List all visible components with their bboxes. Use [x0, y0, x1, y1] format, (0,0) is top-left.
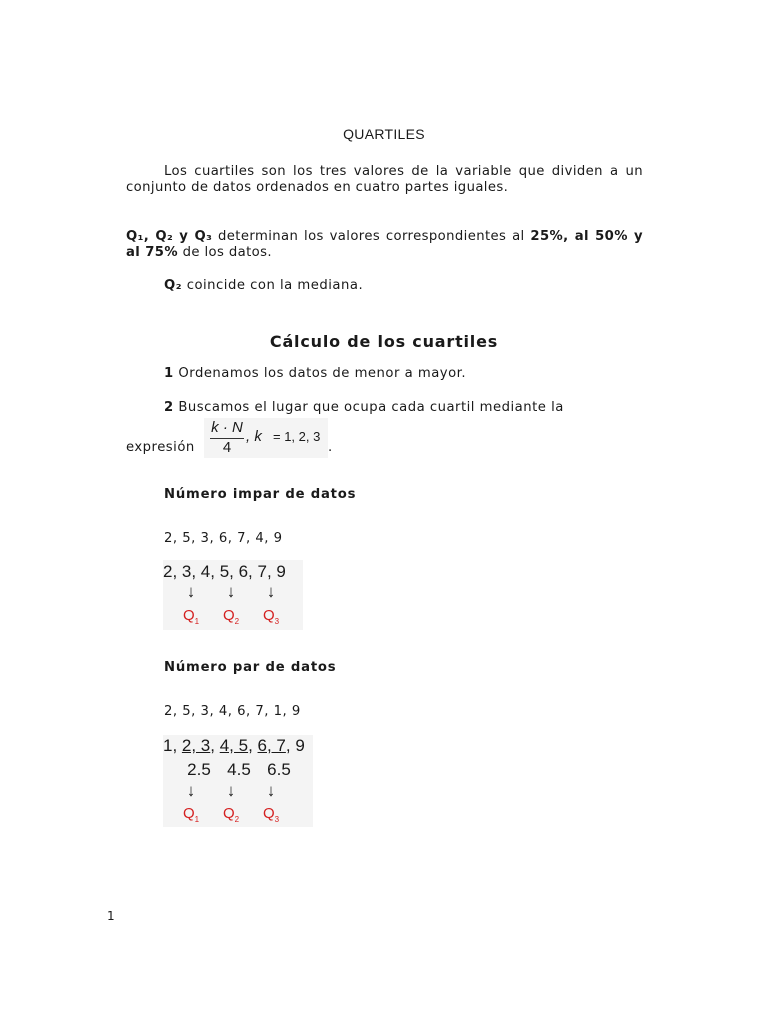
q3-label: $Q_3$	[262, 805, 280, 824]
separator: ,	[143, 229, 156, 244]
step-2	[164, 400, 643, 415]
arrow-down-icon: ↓	[226, 781, 236, 800]
arrow-down-icon: ↓	[266, 582, 276, 601]
arrow-down-icon: ↓	[186, 781, 196, 800]
pair-3: 6, 7	[257, 736, 286, 755]
even-heading: Número par de datos	[164, 660, 337, 675]
arrow-down-icon: ↓	[186, 582, 196, 601]
q2-symbol: Q₂	[155, 229, 174, 244]
q3-symbol: Q₃	[194, 229, 213, 244]
pair-2: 4, 5	[219, 736, 249, 755]
intro-paragraph: Los cuartiles son los tres valores de la variable que dividen a un conjunto de datos ordenados en cuatro partes iguales.	[126, 164, 643, 195]
formula-numerator: k · N	[211, 419, 243, 436]
odd-heading: Número impar de datos	[164, 487, 357, 502]
even-quartile-figure	[163, 735, 313, 827]
step-1	[164, 366, 466, 381]
mean-2: 4.5	[227, 760, 251, 779]
percent-25-50: 25%, al 50%	[530, 229, 628, 244]
page-number: 1	[107, 909, 115, 923]
even-raw-data: 2, 5, 3, 4, 6, 7, 1, 9	[164, 704, 301, 719]
percent-75: 75%	[145, 245, 178, 260]
step-text: Buscamos el lugar que ocupa cada cuartil mediante la	[173, 400, 564, 415]
formula-image	[204, 418, 328, 458]
section-title: Cálculo de los cuartiles	[269, 332, 499, 351]
quartiles-percent-paragraph	[126, 229, 643, 261]
expression-label: expresión	[126, 440, 195, 455]
text: coincide con la mediana.	[182, 278, 364, 293]
text: de los datos.	[177, 245, 273, 260]
arrow-down-icon: ↓	[266, 781, 276, 800]
even-sorted-data: 1, 2, 3, 4, 5, 6, 7, 9	[163, 736, 305, 755]
formula-k-values: = 1, 2, 3	[273, 429, 321, 444]
q1-label: $Q_1$	[182, 607, 200, 626]
odd-raw-data: 2, 5, 3, 6, 7, 4, 9	[164, 531, 283, 546]
text: determinan los valores correspondientes al	[212, 229, 531, 244]
step-text: Ordenamos los datos de menor a mayor.	[173, 366, 467, 381]
page-title: QUARTILES	[343, 126, 425, 142]
q2-label: $Q_2$	[222, 805, 240, 824]
formula-k-label: , k	[246, 428, 262, 445]
arrow-down-icon: ↓	[226, 582, 236, 601]
conjunction: y al	[126, 229, 643, 260]
formula-denominator: 4	[222, 439, 232, 456]
expression-period: .	[328, 440, 333, 455]
median-note	[164, 278, 363, 293]
mean-3: 6.5	[267, 760, 291, 779]
step-number: 2	[164, 400, 174, 415]
odd-quartile-figure	[163, 560, 303, 630]
q1-symbol: Q₁	[126, 229, 144, 244]
q2-label: $Q_2$	[222, 607, 240, 626]
step-number: 1	[164, 366, 174, 381]
q2-symbol: Q₂	[164, 278, 182, 293]
mean-1: 2.5	[187, 760, 211, 779]
q1-label: $Q_1$	[182, 805, 200, 824]
pair-1: 2, 3	[181, 736, 211, 755]
conjunction: y	[173, 229, 195, 244]
odd-sorted-data: 2, 3, 4, 5, 6, 7, 9	[163, 562, 286, 581]
q3-label: $Q_3$	[262, 607, 280, 626]
